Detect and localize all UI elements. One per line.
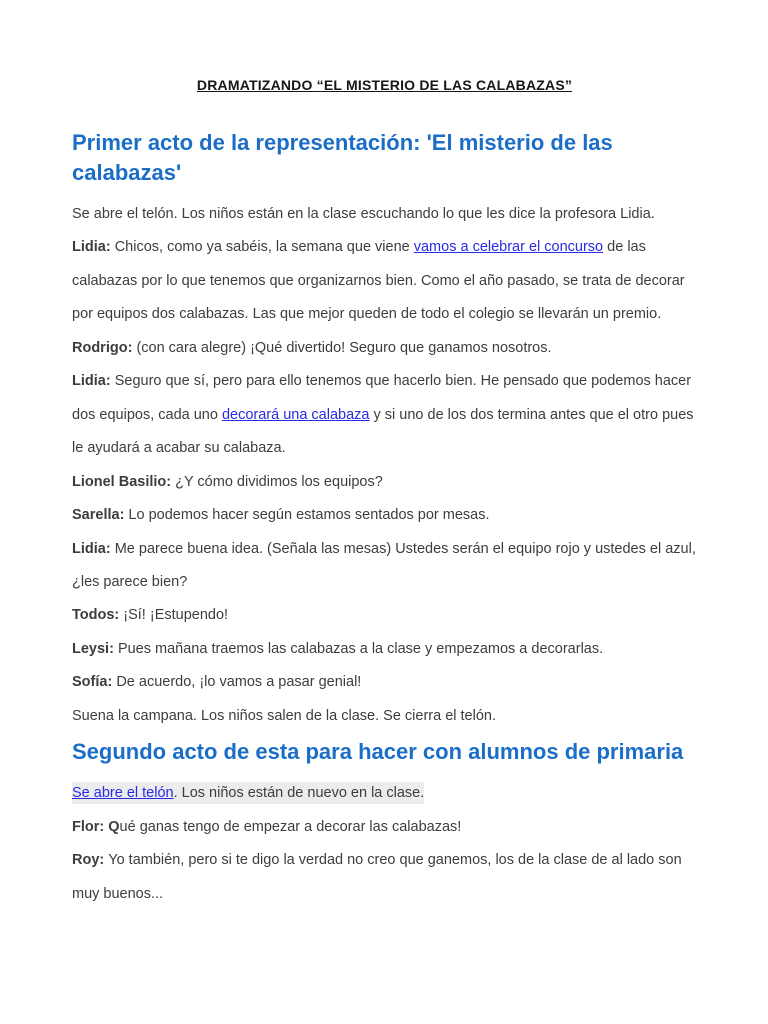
text-run: Se abre el telón. Los niños están en la clase escuchando lo que les dice la profesora Lidia. [72,206,655,222]
paragraph [72,533,697,600]
text-run: Pues mañana traemos las calabazas a la clase y empezamos a decorarlas. [117,640,604,657]
text-run: Yo también, pero si te digo la verdad no creo que ganemos, los de la clase de al lado son muy buenos... [72,852,682,902]
paragraph [72,700,697,733]
document-body [72,128,697,911]
text-run: Lidia: [72,540,115,557]
text-run: Rodrigo: [72,339,137,356]
text-run: Lidia: [72,239,115,256]
paragraph [72,777,697,810]
paragraph [72,666,697,699]
text-run: Roy: [72,852,109,869]
paragraph [72,231,697,331]
text-run: y si uno de los dos termina antes que el otro pues le ayudará a acabar su calabaza. [72,406,694,457]
text-run: . Los niños están de nuevo en la clase. [174,782,425,804]
text-run: (con cara alegre) ¡Qué divertido! Seguro que ganamos nosotros. [136,339,552,356]
paragraph [72,844,697,911]
text-run: Me parece buena idea. (Señala las mesas) Ustedes serán el equipo rojo y ustedes el azul, ¿les parece bien? [72,540,696,590]
text-run: Sarella: [72,507,129,524]
paragraph [72,599,697,632]
text-run: Sofía: [72,674,117,691]
text-run: ¿Y cómo dividimos los equipos? [175,473,383,490]
hyperlink[interactable]: vamos a celebrar el concurso [413,239,604,256]
text-run: Lidia: [72,373,115,390]
document-title: DRAMATIZANDO “EL MISTERIO DE LAS CALABAZAS” [196,77,573,93]
text-run: Flor: Q [72,818,120,835]
paragraph [72,466,697,499]
paragraph [72,499,697,532]
text-run: ¡Sí! ¡Estupendo! [123,607,229,624]
hyperlink[interactable]: Se abre el telón [72,782,174,804]
text-run: De acuerdo, ¡lo vamos a pasar genial! [116,674,362,691]
section-heading: Segundo acto de esta para hacer con alumnos de primaria [72,739,684,765]
text-run: Lionel Basilio: [72,473,176,490]
text-run: Suena la campana. Los niños salen de la clase. Se cierra el telón. [72,707,496,724]
paragraph [72,633,697,666]
text-run: de las calabazas por lo que tenemos que organizarnos bien. Como el año pasado, se trata de decorar por equipos dos calabazas. Las que mejor queden de todo el colegio se llevarán un premio. [72,239,685,323]
paragraph [72,332,697,365]
text-run: Seguro que sí, pero para ello tenemos que hacerlo bien. He pensado que podemos hacer dos equipos, cada uno [72,373,692,423]
document-content [72,76,697,911]
text-run: Todos: [72,607,124,624]
text-run: Chicos, como ya sabéis, la semana que viene [114,239,414,256]
paragraph [72,365,697,465]
hyperlink[interactable]: decorará una calabaza [221,406,370,423]
text-run: Lo podemos hacer según estamos sentados por mesas. [128,507,490,524]
paragraph [72,811,697,844]
paragraph [72,198,697,231]
section-heading: Primer acto de la representación: 'El misterio de las calabazas' [72,130,613,185]
text-run: Leysi: [72,640,118,657]
text-run: ué ganas tengo de empezar a decorar las calabazas! [119,818,462,835]
